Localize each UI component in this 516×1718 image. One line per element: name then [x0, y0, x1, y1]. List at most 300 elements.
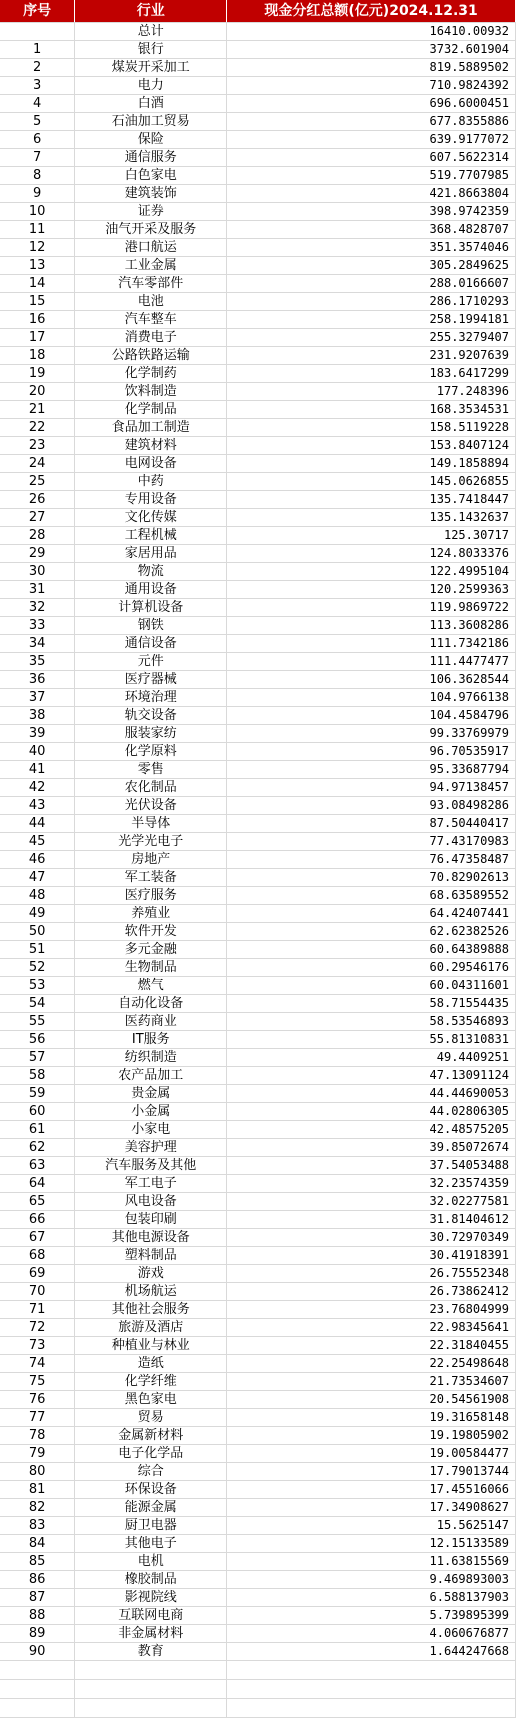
table-row	[0, 239, 516, 257]
cell-industry[interactable]: 其他电源设备	[75, 1229, 227, 1247]
cell-index[interactable]: 90	[0, 1643, 75, 1661]
cell-value[interactable]: 639.9177072	[227, 131, 516, 149]
cell-index[interactable]: 45	[0, 833, 75, 851]
cell-index[interactable]: 10	[0, 203, 75, 221]
cell-industry[interactable]: 纺织制造	[75, 1049, 227, 1067]
cell-value[interactable]: 12.15133589	[227, 1535, 516, 1553]
cell-index[interactable]: 6	[0, 131, 75, 149]
cell-value[interactable]: 77.43170983	[227, 833, 516, 851]
cell-industry[interactable]: 钢铁	[75, 617, 227, 635]
header-cell-index[interactable]: 序号	[0, 0, 75, 23]
cell-value[interactable]: 39.85072674	[227, 1139, 516, 1157]
cell-industry[interactable]: 煤炭开采加工	[75, 59, 227, 77]
cell-index[interactable]: 11	[0, 221, 75, 239]
cell-index[interactable]: 17	[0, 329, 75, 347]
table-row	[0, 1193, 516, 1211]
cell-value[interactable]: 149.1858894	[227, 455, 516, 473]
cell-index[interactable]: 84	[0, 1535, 75, 1553]
cell-value[interactable]: 288.0166607	[227, 275, 516, 293]
cell-value[interactable]: 58.53546893	[227, 1013, 516, 1031]
cell-index[interactable]: 65	[0, 1193, 75, 1211]
table-row	[0, 1085, 516, 1103]
cell-index[interactable]: 43	[0, 797, 75, 815]
cell-industry[interactable]: 化学原料	[75, 743, 227, 761]
cell-value[interactable]: 305.2849625	[227, 257, 516, 275]
cell-index[interactable]: 37	[0, 689, 75, 707]
cell-index[interactable]: 66	[0, 1211, 75, 1229]
cell-value[interactable]: 70.82902613	[227, 869, 516, 887]
cell-value[interactable]: 76.47358487	[227, 851, 516, 869]
cell-industry[interactable]: 半导体	[75, 815, 227, 833]
cell-value[interactable]: 368.4828707	[227, 221, 516, 239]
cell-value[interactable]: 68.63589552	[227, 887, 516, 905]
cell-value[interactable]: 93.08498286	[227, 797, 516, 815]
cell-index[interactable]: 22	[0, 419, 75, 437]
cell-value[interactable]: 710.9824392	[227, 77, 516, 95]
cell-industry[interactable]: 塑料制品	[75, 1247, 227, 1265]
cell-industry[interactable]: 厨卫电器	[75, 1517, 227, 1535]
cell-index[interactable]: 69	[0, 1265, 75, 1283]
cell-index[interactable]: 73	[0, 1337, 75, 1355]
cell-index[interactable]: 4	[0, 95, 75, 113]
cell-industry[interactable]: 房地产	[75, 851, 227, 869]
cell-industry[interactable]: 食品加工制造	[75, 419, 227, 437]
cell-index[interactable]: 82	[0, 1499, 75, 1517]
cell-industry[interactable]: 其他电子	[75, 1535, 227, 1553]
cell-value[interactable]: 32.02277581	[227, 1193, 516, 1211]
cell-value[interactable]: 62.62382526	[227, 923, 516, 941]
cell-index[interactable]: 51	[0, 941, 75, 959]
cell-index[interactable]: 26	[0, 491, 75, 509]
cell-value[interactable]: 113.3608286	[227, 617, 516, 635]
cell-index[interactable]: 42	[0, 779, 75, 797]
cell-industry[interactable]: 电网设备	[75, 455, 227, 473]
cell-industry[interactable]: 互联网电商	[75, 1607, 227, 1625]
cell-value[interactable]: 16410.00932	[227, 23, 516, 41]
cell-index[interactable]: 9	[0, 185, 75, 203]
cell-value[interactable]: 351.3574046	[227, 239, 516, 257]
cell-value[interactable]: 17.45516066	[227, 1481, 516, 1499]
cell-index[interactable]: 87	[0, 1589, 75, 1607]
cell-value[interactable]: 19.19805902	[227, 1427, 516, 1445]
cell-industry[interactable]: 电子化学品	[75, 1445, 227, 1463]
cell-industry[interactable]: IT服务	[75, 1031, 227, 1049]
cell-index[interactable]: 48	[0, 887, 75, 905]
cell-index[interactable]: 70	[0, 1283, 75, 1301]
cell-value[interactable]: 696.6000451	[227, 95, 516, 113]
cell-industry[interactable]: 燃气	[75, 977, 227, 995]
table-row	[0, 1625, 516, 1643]
cell-industry[interactable]: 轨交设备	[75, 707, 227, 725]
cell-index[interactable]: 35	[0, 653, 75, 671]
cell-value[interactable]: 32.23574359	[227, 1175, 516, 1193]
cell-index[interactable]: 57	[0, 1049, 75, 1067]
cell-value[interactable]: 3732.601904	[227, 41, 516, 59]
cell-value[interactable]: 158.5119228	[227, 419, 516, 437]
cell-index[interactable]: 38	[0, 707, 75, 725]
cell-industry[interactable]: 白色家电	[75, 167, 227, 185]
cell-index[interactable]: 81	[0, 1481, 75, 1499]
cell-industry[interactable]: 电力	[75, 77, 227, 95]
cell-index[interactable]: 67	[0, 1229, 75, 1247]
cell-value[interactable]: 99.33769979	[227, 725, 516, 743]
cell-industry[interactable]: 总计	[75, 23, 227, 41]
cell-value[interactable]: 231.9207639	[227, 347, 516, 365]
cell-industry[interactable]: 金属新材料	[75, 1427, 227, 1445]
cell-value[interactable]: 23.76804999	[227, 1301, 516, 1319]
cell-index[interactable]: 72	[0, 1319, 75, 1337]
cell-industry[interactable]: 建筑装饰	[75, 185, 227, 203]
cell-value[interactable]: 1.644247668	[227, 1643, 516, 1661]
cell-index[interactable]: 62	[0, 1139, 75, 1157]
cell-value[interactable]: 58.71554435	[227, 995, 516, 1013]
cell-industry[interactable]: 文化传媒	[75, 509, 227, 527]
cell-value[interactable]: 104.4584796	[227, 707, 516, 725]
cell-index[interactable]: 30	[0, 563, 75, 581]
cell-industry[interactable]: 小金属	[75, 1103, 227, 1121]
cell-industry[interactable]: 包装印刷	[75, 1211, 227, 1229]
cell-industry[interactable]: 石油加工贸易	[75, 113, 227, 131]
cell-index[interactable]: 60	[0, 1103, 75, 1121]
cell-industry[interactable]: 化学制品	[75, 401, 227, 419]
cell-index[interactable]: 83	[0, 1517, 75, 1535]
cell-industry[interactable]: 非金属材料	[75, 1625, 227, 1643]
cell-industry[interactable]: 电机	[75, 1553, 227, 1571]
cell-index[interactable]: 63	[0, 1157, 75, 1175]
cell-index[interactable]: 59	[0, 1085, 75, 1103]
cell-industry[interactable]: 零售	[75, 761, 227, 779]
cell-index[interactable]: 36	[0, 671, 75, 689]
cell-index[interactable]: 41	[0, 761, 75, 779]
cell-value[interactable]: 104.9766138	[227, 689, 516, 707]
cell-index[interactable]: 39	[0, 725, 75, 743]
cell-industry[interactable]: 通信服务	[75, 149, 227, 167]
cell-industry[interactable]: 贵金属	[75, 1085, 227, 1103]
table-row	[0, 1175, 516, 1193]
cell-value[interactable]: 124.8033376	[227, 545, 516, 563]
cell-index[interactable]: 71	[0, 1301, 75, 1319]
table-row	[0, 833, 516, 851]
cell-index[interactable]: 32	[0, 599, 75, 617]
cell-index[interactable]: 1	[0, 41, 75, 59]
cell-value[interactable]: 19.31658148	[227, 1409, 516, 1427]
cell-value[interactable]: 44.02806305	[227, 1103, 516, 1121]
cell-index[interactable]: 47	[0, 869, 75, 887]
cell-industry[interactable]: 光学光电子	[75, 833, 227, 851]
cell-value[interactable]: 15.5625147	[227, 1517, 516, 1535]
cell-value[interactable]: 19.00584477	[227, 1445, 516, 1463]
cell-index[interactable]: 2	[0, 59, 75, 77]
cell-value[interactable]: 122.4995104	[227, 563, 516, 581]
cell-index[interactable]: 3	[0, 77, 75, 95]
cell-value[interactable]: 44.44690053	[227, 1085, 516, 1103]
header-cell-value[interactable]: 现金分红总额(亿元)2024.12.31	[227, 0, 516, 23]
cell-index[interactable]: 40	[0, 743, 75, 761]
cell-industry[interactable]: 造纸	[75, 1355, 227, 1373]
cell-index[interactable]: 85	[0, 1553, 75, 1571]
cell-industry[interactable]: 公路铁路运输	[75, 347, 227, 365]
cell-industry[interactable]: 自动化设备	[75, 995, 227, 1013]
cell-industry[interactable]: 橡胶制品	[75, 1571, 227, 1589]
cell-value[interactable]: 106.3628544	[227, 671, 516, 689]
cell-value[interactable]: 47.13091124	[227, 1067, 516, 1085]
cell-industry[interactable]: 家居用品	[75, 545, 227, 563]
cell-index[interactable]: 75	[0, 1373, 75, 1391]
cell-value[interactable]: 94.97138457	[227, 779, 516, 797]
cell-industry[interactable]: 消费电子	[75, 329, 227, 347]
cell-industry[interactable]: 风电设备	[75, 1193, 227, 1211]
cell-index[interactable]: 7	[0, 149, 75, 167]
cell-value[interactable]: 60.29546176	[227, 959, 516, 977]
empty-cell[interactable]	[0, 1680, 75, 1699]
cell-industry[interactable]: 综合	[75, 1463, 227, 1481]
cell-value[interactable]: 26.75552348	[227, 1265, 516, 1283]
cell-index[interactable]: 56	[0, 1031, 75, 1049]
cell-industry[interactable]: 农产品加工	[75, 1067, 227, 1085]
cell-value[interactable]: 819.5889502	[227, 59, 516, 77]
cell-industry[interactable]: 医疗服务	[75, 887, 227, 905]
cell-index[interactable]: 25	[0, 473, 75, 491]
cell-industry[interactable]: 物流	[75, 563, 227, 581]
cell-industry[interactable]: 其他社会服务	[75, 1301, 227, 1319]
cell-industry[interactable]: 白酒	[75, 95, 227, 113]
cell-value[interactable]: 95.33687794	[227, 761, 516, 779]
cell-industry[interactable]: 黑色家电	[75, 1391, 227, 1409]
cell-value[interactable]: 9.469893003	[227, 1571, 516, 1589]
cell-index[interactable]: 74	[0, 1355, 75, 1373]
cell-industry[interactable]: 光伏设备	[75, 797, 227, 815]
cell-industry[interactable]: 军工装备	[75, 869, 227, 887]
cell-index[interactable]: 89	[0, 1625, 75, 1643]
cell-industry[interactable]: 工程机械	[75, 527, 227, 545]
cell-index[interactable]: 12	[0, 239, 75, 257]
cell-value[interactable]: 37.54053488	[227, 1157, 516, 1175]
cell-value[interactable]: 183.6417299	[227, 365, 516, 383]
cell-value[interactable]: 31.81404612	[227, 1211, 516, 1229]
cell-industry[interactable]: 证券	[75, 203, 227, 221]
cell-industry[interactable]: 养殖业	[75, 905, 227, 923]
cell-industry[interactable]: 环境治理	[75, 689, 227, 707]
cell-index[interactable]: 79	[0, 1445, 75, 1463]
cell-value[interactable]: 111.4477477	[227, 653, 516, 671]
cell-value[interactable]: 677.8355886	[227, 113, 516, 131]
cell-value[interactable]: 64.42407441	[227, 905, 516, 923]
cell-industry[interactable]: 软件开发	[75, 923, 227, 941]
cell-index[interactable]: 5	[0, 113, 75, 131]
cell-industry[interactable]: 计算机设备	[75, 599, 227, 617]
cell-industry[interactable]: 环保设备	[75, 1481, 227, 1499]
cell-industry[interactable]: 汽车零部件	[75, 275, 227, 293]
cell-index[interactable]: 46	[0, 851, 75, 869]
empty-cell[interactable]	[227, 1680, 516, 1699]
cell-industry[interactable]: 医药商业	[75, 1013, 227, 1031]
cell-index[interactable]: 27	[0, 509, 75, 527]
cell-value[interactable]: 96.70535917	[227, 743, 516, 761]
cell-value[interactable]: 60.64389888	[227, 941, 516, 959]
cell-industry[interactable]: 专用设备	[75, 491, 227, 509]
cell-value[interactable]: 5.739895399	[227, 1607, 516, 1625]
cell-index[interactable]: 13	[0, 257, 75, 275]
table-row	[0, 797, 516, 815]
cell-value[interactable]: 135.7418447	[227, 491, 516, 509]
cell-index[interactable]: 77	[0, 1409, 75, 1427]
cell-industry[interactable]: 机场航运	[75, 1283, 227, 1301]
cell-index[interactable]: 18	[0, 347, 75, 365]
cell-index[interactable]	[0, 23, 75, 41]
cell-industry[interactable]: 能源金属	[75, 1499, 227, 1517]
cell-index[interactable]: 28	[0, 527, 75, 545]
cell-industry[interactable]: 军工电子	[75, 1175, 227, 1193]
table-row	[0, 1121, 516, 1139]
cell-value[interactable]: 607.5622314	[227, 149, 516, 167]
cell-industry[interactable]: 美容护理	[75, 1139, 227, 1157]
cell-index[interactable]: 76	[0, 1391, 75, 1409]
cell-value[interactable]: 145.0626855	[227, 473, 516, 491]
cell-industry[interactable]: 贸易	[75, 1409, 227, 1427]
cell-index[interactable]: 15	[0, 293, 75, 311]
cell-industry[interactable]: 种植业与林业	[75, 1337, 227, 1355]
cell-value[interactable]: 17.34908627	[227, 1499, 516, 1517]
cell-industry[interactable]: 港口航运	[75, 239, 227, 257]
cell-industry[interactable]: 小家电	[75, 1121, 227, 1139]
cell-index[interactable]: 33	[0, 617, 75, 635]
cell-index[interactable]: 44	[0, 815, 75, 833]
cell-value[interactable]: 153.8407124	[227, 437, 516, 455]
cell-value[interactable]: 398.9742359	[227, 203, 516, 221]
cell-index[interactable]: 50	[0, 923, 75, 941]
table-row	[0, 131, 516, 149]
cell-value[interactable]: 20.54561908	[227, 1391, 516, 1409]
cell-industry[interactable]: 工业金属	[75, 257, 227, 275]
cell-industry[interactable]: 生物制品	[75, 959, 227, 977]
cell-value[interactable]: 135.1432637	[227, 509, 516, 527]
cell-value[interactable]: 421.8663804	[227, 185, 516, 203]
cell-value[interactable]: 22.31840455	[227, 1337, 516, 1355]
cell-industry[interactable]: 汽车服务及其他	[75, 1157, 227, 1175]
empty-cell[interactable]	[75, 1680, 227, 1699]
cell-index[interactable]: 14	[0, 275, 75, 293]
table-row	[0, 851, 516, 869]
cell-index[interactable]: 58	[0, 1067, 75, 1085]
header-cell-industry[interactable]: 行业	[75, 0, 227, 23]
cell-industry[interactable]: 电池	[75, 293, 227, 311]
cell-value[interactable]: 120.2599363	[227, 581, 516, 599]
cell-value[interactable]: 255.3279407	[227, 329, 516, 347]
cell-value[interactable]: 4.060676877	[227, 1625, 516, 1643]
cell-value[interactable]: 42.48575205	[227, 1121, 516, 1139]
cell-industry[interactable]: 元件	[75, 653, 227, 671]
cell-index[interactable]: 68	[0, 1247, 75, 1265]
cell-index[interactable]: 55	[0, 1013, 75, 1031]
cell-value[interactable]: 111.7342186	[227, 635, 516, 653]
cell-index[interactable]: 49	[0, 905, 75, 923]
table-row	[0, 1319, 516, 1337]
cell-industry[interactable]: 游戏	[75, 1265, 227, 1283]
empty-cell[interactable]	[227, 1699, 516, 1718]
cell-value[interactable]: 26.73862412	[227, 1283, 516, 1301]
empty-cell[interactable]	[75, 1661, 227, 1680]
cell-industry[interactable]: 通信设备	[75, 635, 227, 653]
empty-cell[interactable]	[0, 1661, 75, 1680]
cell-index[interactable]: 29	[0, 545, 75, 563]
table-row	[0, 77, 516, 95]
cell-value[interactable]: 22.98345641	[227, 1319, 516, 1337]
cell-index[interactable]: 16	[0, 311, 75, 329]
cell-industry[interactable]: 建筑材料	[75, 437, 227, 455]
cell-industry[interactable]: 中药	[75, 473, 227, 491]
cell-index[interactable]: 20	[0, 383, 75, 401]
cell-industry[interactable]: 医疗器械	[75, 671, 227, 689]
cell-index[interactable]: 34	[0, 635, 75, 653]
cell-index[interactable]: 53	[0, 977, 75, 995]
cell-value[interactable]: 258.1994181	[227, 311, 516, 329]
cell-value[interactable]: 30.72970349	[227, 1229, 516, 1247]
cell-industry[interactable]: 银行	[75, 41, 227, 59]
cell-industry[interactable]: 旅游及酒店	[75, 1319, 227, 1337]
cell-industry[interactable]: 保险	[75, 131, 227, 149]
cell-industry[interactable]: 农化制品	[75, 779, 227, 797]
cell-industry[interactable]: 教育	[75, 1643, 227, 1661]
cell-value[interactable]: 17.79013744	[227, 1463, 516, 1481]
cell-industry[interactable]: 化学纤维	[75, 1373, 227, 1391]
cell-index[interactable]: 80	[0, 1463, 75, 1481]
table-row	[0, 599, 516, 617]
cell-index[interactable]: 64	[0, 1175, 75, 1193]
cell-industry[interactable]: 化学制药	[75, 365, 227, 383]
cell-value[interactable]: 125.30717	[227, 527, 516, 545]
cell-value[interactable]: 177.248396	[227, 383, 516, 401]
cell-value[interactable]: 21.73534607	[227, 1373, 516, 1391]
cell-value[interactable]: 11.63815569	[227, 1553, 516, 1571]
cell-value[interactable]: 55.81310831	[227, 1031, 516, 1049]
cell-value[interactable]: 168.3534531	[227, 401, 516, 419]
cell-industry[interactable]: 影视院线	[75, 1589, 227, 1607]
cell-industry[interactable]: 饮料制造	[75, 383, 227, 401]
cell-index[interactable]: 31	[0, 581, 75, 599]
cell-industry[interactable]: 汽车整车	[75, 311, 227, 329]
cell-index[interactable]: 21	[0, 401, 75, 419]
cell-value[interactable]: 60.04311601	[227, 977, 516, 995]
cell-value[interactable]: 519.7707985	[227, 167, 516, 185]
table-row	[0, 581, 516, 599]
table-row	[0, 473, 516, 491]
cell-index[interactable]: 61	[0, 1121, 75, 1139]
empty-cell[interactable]	[0, 1699, 75, 1718]
cell-index[interactable]: 23	[0, 437, 75, 455]
cell-index[interactable]: 78	[0, 1427, 75, 1445]
empty-cell[interactable]	[75, 1699, 227, 1718]
cell-index[interactable]: 24	[0, 455, 75, 473]
cell-industry[interactable]: 多元金融	[75, 941, 227, 959]
empty-cell[interactable]	[227, 1661, 516, 1680]
cell-index[interactable]: 8	[0, 167, 75, 185]
cell-value[interactable]: 49.4409251	[227, 1049, 516, 1067]
cell-value[interactable]: 87.50440417	[227, 815, 516, 833]
cell-value[interactable]: 286.1710293	[227, 293, 516, 311]
cell-industry[interactable]: 油气开采及服务	[75, 221, 227, 239]
cell-value[interactable]: 119.9869722	[227, 599, 516, 617]
cell-industry[interactable]: 服装家纺	[75, 725, 227, 743]
cell-value[interactable]: 6.588137903	[227, 1589, 516, 1607]
cell-index[interactable]: 54	[0, 995, 75, 1013]
cell-index[interactable]: 52	[0, 959, 75, 977]
cell-index[interactable]: 86	[0, 1571, 75, 1589]
cell-index[interactable]: 19	[0, 365, 75, 383]
cell-value[interactable]: 30.41918391	[227, 1247, 516, 1265]
cell-industry[interactable]: 通用设备	[75, 581, 227, 599]
cell-index[interactable]: 88	[0, 1607, 75, 1625]
cell-value[interactable]: 22.25498648	[227, 1355, 516, 1373]
